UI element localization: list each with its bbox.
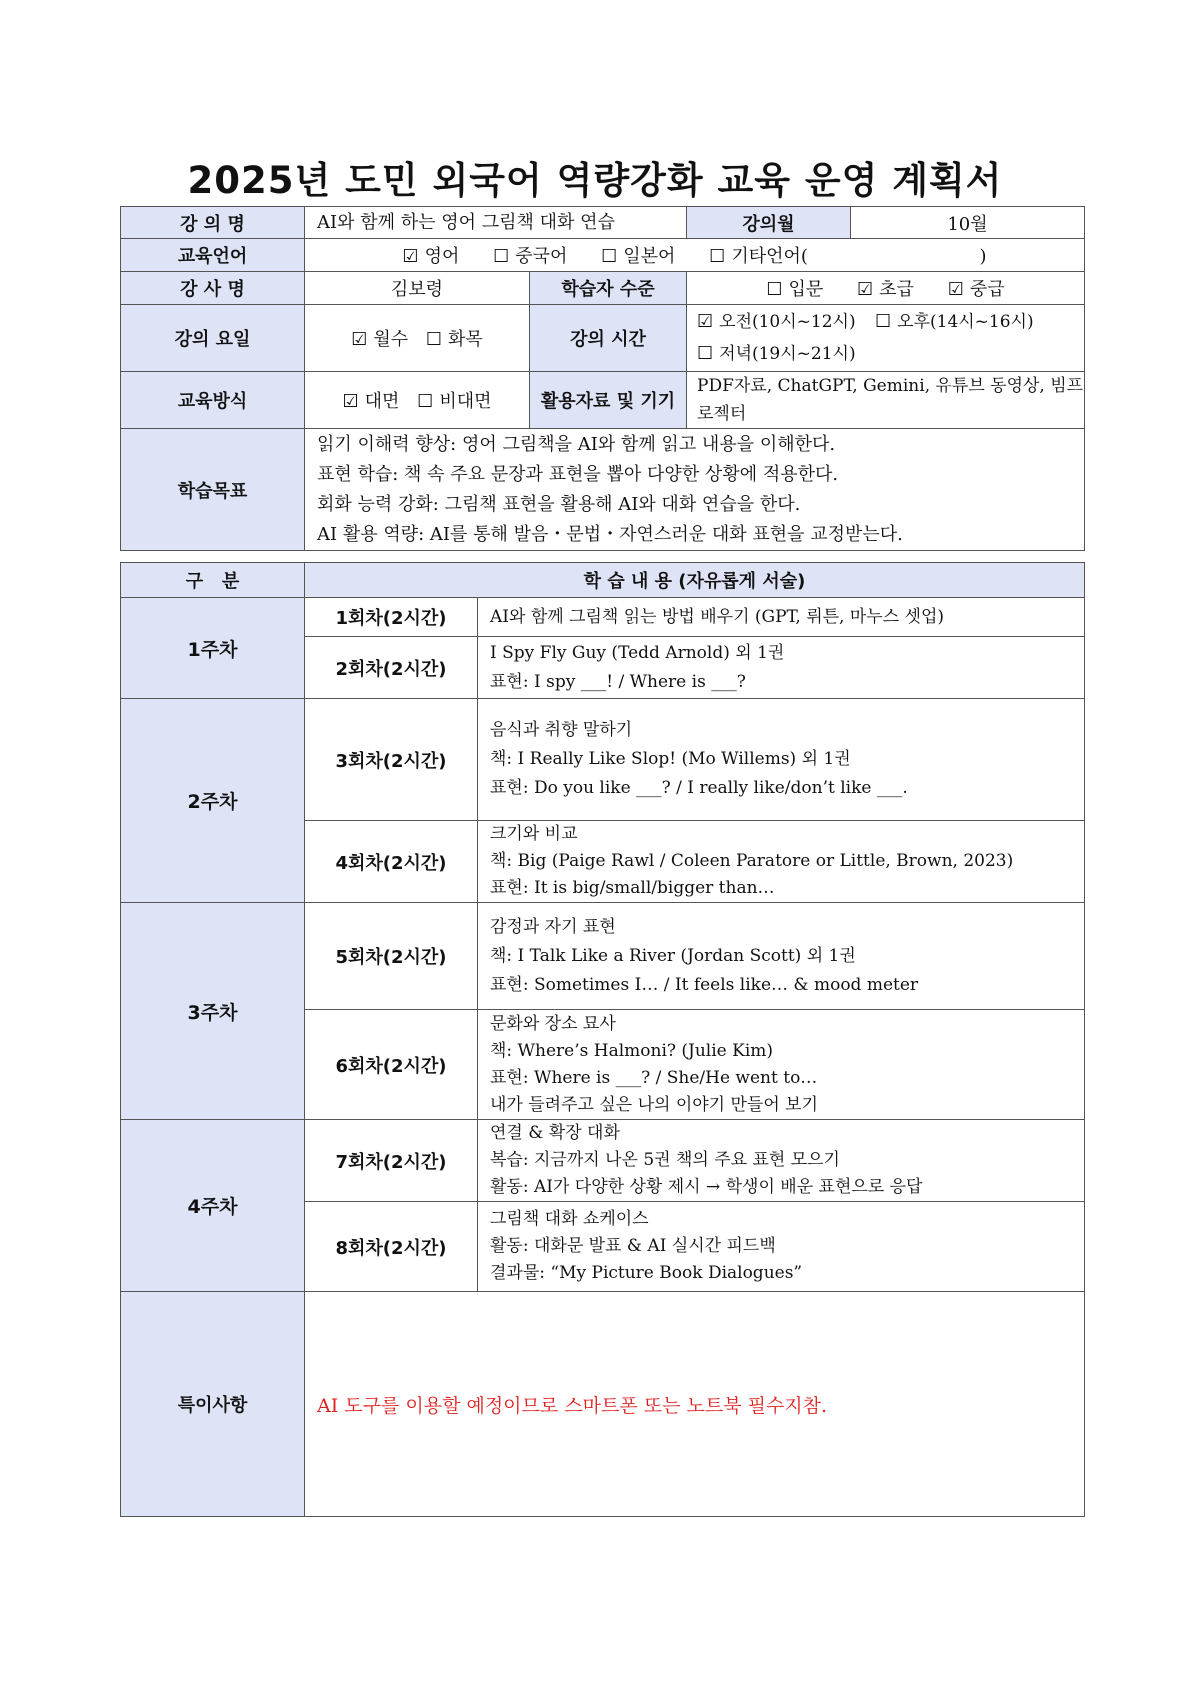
checkbox-icon: ☐ xyxy=(493,246,510,267)
content-line: 표현: I spy ___! / Where is ___? xyxy=(490,671,746,692)
content-line: 표현: Do you like ___? / I really like/don’t like ___. xyxy=(490,778,908,798)
notes-text: AI 도구를 이용할 예정이므로 스마트폰 또는 노트북 필수지참. xyxy=(305,1292,1085,1517)
materials-value xyxy=(687,372,1085,429)
week-label: 3주차 xyxy=(121,903,305,1120)
schedule-table xyxy=(120,562,1085,1517)
session-label: 2회차(2시간) xyxy=(305,637,478,699)
checkbox-icon: ☐ xyxy=(697,343,714,364)
goals-list xyxy=(305,429,1085,551)
language-option-other[interactable] xyxy=(709,242,986,268)
option-label: 영어 xyxy=(424,246,460,267)
content-line: 문화와 장소 묘사 xyxy=(490,1013,616,1034)
course-name-label: 강 의 명 xyxy=(121,207,305,239)
checkbox-icon: ☐ xyxy=(766,279,783,300)
content-line: 책: Where’s Halmoni? (Julie Kim) xyxy=(490,1040,774,1061)
content-line: I Spy Fly Guy (Tedd Arnold) 외 1권 xyxy=(490,642,785,663)
goal-item: 읽기 이해력 향상: 영어 그림책을 AI와 함께 읽고 내용을 이해한다. xyxy=(317,433,836,455)
time-option-afternoon[interactable] xyxy=(875,312,1034,332)
session-content xyxy=(478,637,1085,699)
option-label: 일본어 xyxy=(623,246,676,267)
checkbox-icon: ☑ xyxy=(402,246,419,267)
content-line: 활동: 대화문 발표 & AI 실시간 피드백 xyxy=(490,1236,776,1256)
category-header: 구 분 xyxy=(121,563,305,598)
content-line: 결과물: “My Picture Book Dialogues” xyxy=(490,1263,803,1283)
option-label: 초급 xyxy=(879,279,914,300)
option-label: 입문 xyxy=(788,279,824,300)
option-label: 화목 xyxy=(448,329,483,350)
session-label: 7회차(2시간) xyxy=(305,1120,478,1202)
option-label: 중국어 xyxy=(515,246,568,267)
days-option-tuethu[interactable] xyxy=(426,325,483,351)
week-label: 4주차 xyxy=(121,1120,305,1292)
content-line: 책: I Talk Like a River (Jordan Scott) 외 1권 xyxy=(490,945,856,966)
session-content xyxy=(478,598,1085,637)
goal-item: 회화 능력 강화: 그림책 표현을 활용해 AI와 대화 연습을 한다. xyxy=(317,493,801,515)
materials-line: PDF자료, ChatGPT, Gemini, 유튜브 동영상, 빔프 xyxy=(697,376,1084,396)
days-options xyxy=(305,305,530,372)
option-label: 월수 xyxy=(373,329,409,350)
language-option-english[interactable] xyxy=(402,242,459,268)
option-label: 대면 xyxy=(364,391,400,412)
method-option-online[interactable] xyxy=(417,387,491,413)
session-content xyxy=(478,1202,1085,1292)
session-label: 4회차(2시간) xyxy=(305,821,478,903)
content-line: 내가 들려주고 싶은 나의 이야기 만들어 보기 xyxy=(490,1094,819,1115)
info-table xyxy=(120,206,1085,551)
content-line: 크기와 비교 xyxy=(490,824,578,844)
week-label: 1주차 xyxy=(121,598,305,699)
notes-label: 특이사항 xyxy=(121,1292,305,1517)
instructor-label: 강 사 명 xyxy=(121,272,305,305)
session-label: 6회차(2시간) xyxy=(305,1010,478,1120)
language-option-chinese[interactable] xyxy=(493,242,567,268)
session-content xyxy=(478,699,1085,821)
level-option-beginner[interactable] xyxy=(766,275,823,301)
language-options xyxy=(305,239,1085,272)
month-value: 10월 xyxy=(851,207,1085,239)
level-option-elementary[interactable] xyxy=(857,275,914,301)
session-label: 3회차(2시간) xyxy=(305,699,478,821)
option-label: 저녁(19시~21시) xyxy=(719,344,856,364)
option-label: 오후(14시~16시) xyxy=(897,312,1034,332)
content-line: 그림책 대화 쇼케이스 xyxy=(490,1209,649,1229)
course-name-value: AI와 함께 하는 영어 그림책 대화 연습 xyxy=(305,207,687,239)
checkbox-icon: ☑ xyxy=(947,279,964,300)
checkbox-icon: ☑ xyxy=(351,329,368,350)
content-line: 감정과 자기 표현 xyxy=(490,916,616,937)
checkbox-icon: ☐ xyxy=(425,329,442,350)
checkbox-icon: ☑ xyxy=(697,311,714,332)
week-label: 2주차 xyxy=(121,699,305,903)
content-line: 책: Big (Paige Rawl / Coleen Paratore or Little, Brown, 2023) xyxy=(490,851,1014,871)
language-option-japanese[interactable] xyxy=(601,242,675,268)
goals-label: 학습목표 xyxy=(121,429,305,551)
option-label: 오전(10시~12시) xyxy=(719,312,856,332)
session-label: 1회차(2시간) xyxy=(305,598,478,637)
time-label: 강의 시간 xyxy=(530,305,687,372)
option-label: 기타언어( ) xyxy=(731,246,987,267)
method-option-inperson[interactable] xyxy=(343,387,400,413)
time-option-morning[interactable] xyxy=(697,312,856,332)
content-header: 학 습 내 용 (자유롭게 서술) xyxy=(305,563,1085,598)
materials-line: 로젝터 xyxy=(697,404,747,424)
content-line: AI와 함께 그림책 읽는 방법 배우기 (GPT, 뤼튼, 마누스 셋업) xyxy=(490,606,944,627)
language-label: 교육언어 xyxy=(121,239,305,272)
content-line: 책: I Really Like Slop! (Mo Willems) 외 1권 xyxy=(490,749,851,769)
page-title: 2025년 도민 외국어 역량강화 교육 운영 계획서 xyxy=(187,159,1003,202)
content-line: 연결 & 확장 대화 xyxy=(490,1123,620,1143)
content-line: 복습: 지금까지 나온 5권 책의 주요 표현 모으기 xyxy=(490,1150,840,1170)
content-line: 표현: Where is ___? / She/He went to… xyxy=(490,1067,818,1088)
time-option-evening[interactable] xyxy=(697,344,856,364)
level-option-intermediate[interactable] xyxy=(948,275,1005,301)
checkbox-icon: ☐ xyxy=(875,311,892,332)
session-content xyxy=(478,903,1085,1010)
time-options xyxy=(687,305,1085,372)
instructor-value: 김보령 xyxy=(305,272,530,305)
days-option-monwed[interactable] xyxy=(351,325,408,351)
method-options xyxy=(305,372,530,429)
checkbox-icon: ☐ xyxy=(709,246,726,267)
option-label: 중급 xyxy=(969,279,1005,300)
option-label: 비대면 xyxy=(439,391,492,412)
month-label: 강의월 xyxy=(687,207,851,239)
days-label: 강의 요일 xyxy=(121,305,305,372)
level-label: 학습자 수준 xyxy=(530,272,687,305)
session-content xyxy=(478,1120,1085,1202)
method-label: 교육방식 xyxy=(121,372,305,429)
materials-label: 활용자료 및 기기 xyxy=(530,372,687,429)
checkbox-icon: ☐ xyxy=(601,246,618,267)
session-content xyxy=(478,821,1085,903)
checkbox-icon: ☑ xyxy=(342,391,359,412)
goal-item: 표현 학습: 책 속 주요 문장과 표현을 뽑아 다양한 상황에 적용한다. xyxy=(317,463,839,485)
content-line: 활동: AI가 다양한 상황 제시 → 학생이 배운 표현으로 응답 xyxy=(490,1177,923,1197)
checkbox-icon: ☑ xyxy=(857,279,874,300)
content-line: 표현: It is big/small/bigger than… xyxy=(490,878,775,898)
session-content xyxy=(478,1010,1085,1120)
level-options xyxy=(687,272,1085,305)
session-label: 8회차(2시간) xyxy=(305,1202,478,1292)
session-label: 5회차(2시간) xyxy=(305,903,478,1010)
content-line: 표현: Sometimes I… / It feels like… & mood meter xyxy=(490,974,919,995)
goal-item: AI 활용 역량: AI를 통해 발음・문법・자연스러운 대화 표현을 교정받는다. xyxy=(317,523,903,545)
checkbox-icon: ☐ xyxy=(417,391,434,412)
content-line: 음식과 취향 말하기 xyxy=(490,720,633,740)
